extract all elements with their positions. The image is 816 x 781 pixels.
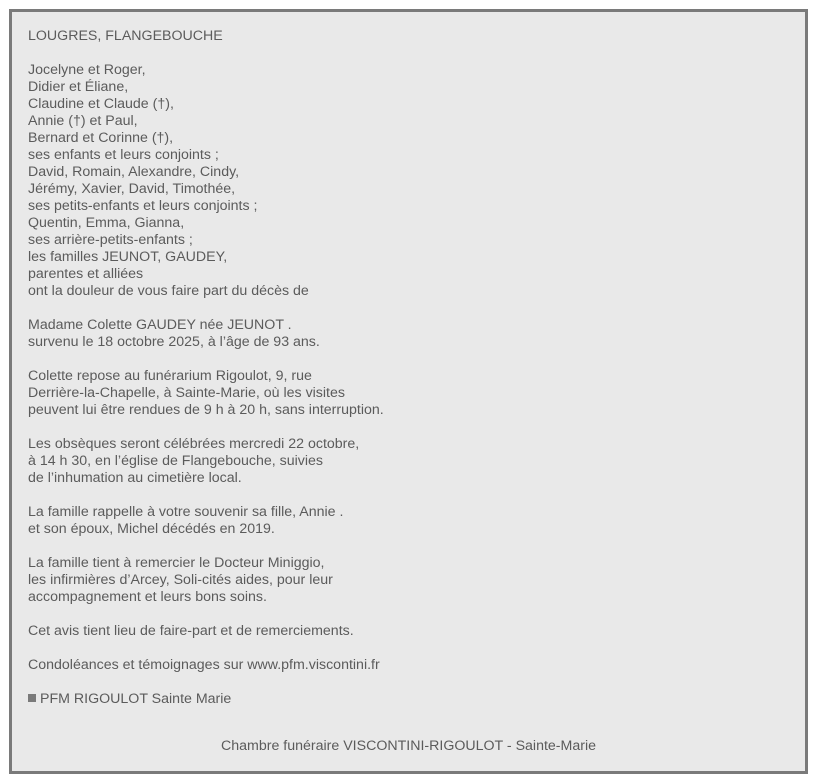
thanks-line: les infirmières d’Arcey, Soli-cités aides, pour leur	[28, 572, 333, 588]
family-line: les familles JEUNOT, GAUDEY,	[28, 249, 228, 265]
family-line: Jocelyne et Roger,	[28, 62, 146, 78]
funeral-line: à 14 h 30, en l’église de Flangebouche, suivies	[28, 453, 323, 469]
square-bullet-icon	[28, 694, 36, 702]
family-paragraph	[28, 62, 788, 300]
family-line: David, Romain, Alexandre, Cindy,	[28, 164, 240, 180]
family-line: Didier et Éliane,	[28, 79, 129, 95]
rest-line: Colette repose au funérarium Rigoulot, 9, rue	[28, 368, 312, 384]
family-line: ses petits-enfants et leurs conjoints ;	[28, 198, 258, 214]
family-line: parentes et alliées	[28, 266, 144, 282]
condolences-text: Condoléances et témoignages sur www.pfm.viscontini.fr	[28, 657, 380, 673]
thanks-paragraph	[28, 555, 788, 606]
remembrance-line: et son époux, Michel décédés en 2019.	[28, 521, 275, 537]
signature	[28, 691, 788, 708]
signature-text: PFM RIGOULOT Sainte Marie	[40, 691, 232, 707]
deceased-date: survenu le 18 octobre 2025, à l’âge de 93 ans.	[28, 334, 320, 350]
notice-body	[28, 28, 788, 708]
family-line: ont la douleur de vous faire part du décès de	[28, 283, 309, 299]
rest-line: Derrière-la-Chapelle, à Sainte-Marie, où les visites	[28, 385, 345, 401]
family-line: Quentin, Emma, Gianna,	[28, 215, 185, 231]
rest-paragraph	[28, 368, 788, 419]
family-line: Claudine et Claude (†),	[28, 96, 174, 112]
funeral-paragraph	[28, 436, 788, 487]
thanks-line: La famille tient à remercier le Docteur Miniggio,	[28, 555, 325, 571]
condolences-paragraph	[28, 657, 788, 674]
family-line: ses arrière-petits-enfants ;	[28, 232, 193, 248]
family-line: ses enfants et leurs conjoints ;	[28, 147, 219, 163]
remembrance-line: La famille rappelle à votre souvenir sa fille, Annie .	[28, 504, 344, 520]
deceased-name: Madame Colette GAUDEY née JEUNOT .	[28, 317, 292, 333]
rest-line: peuvent lui être rendues de 9 h à 20 h, sans interruption.	[28, 402, 384, 418]
location-heading	[28, 28, 788, 45]
deceased-paragraph	[28, 317, 788, 351]
location-line: LOUGRES, FLANGEBOUCHE	[28, 28, 223, 44]
footer-text: Chambre funéraire VISCONTINI-RIGOULOT - Sainte-Marie	[220, 738, 597, 754]
funeral-line: de l’inhumation au cimetière local.	[28, 470, 242, 486]
obituary-notice	[9, 9, 808, 774]
family-line: Annie (†) et Paul,	[28, 113, 138, 129]
remembrance-paragraph	[28, 504, 788, 538]
statement-paragraph	[28, 623, 788, 640]
funeral-line: Les obsèques seront célébrées mercredi 22 octobre,	[28, 436, 360, 452]
thanks-line: accompagnement et leurs bons soins.	[28, 589, 267, 605]
family-line: Bernard et Corinne (†),	[28, 130, 174, 146]
family-line: Jérémy, Xavier, David, Timothée,	[28, 181, 236, 197]
notice-statement: Cet avis tient lieu de faire-part et de remerciements.	[28, 623, 354, 639]
